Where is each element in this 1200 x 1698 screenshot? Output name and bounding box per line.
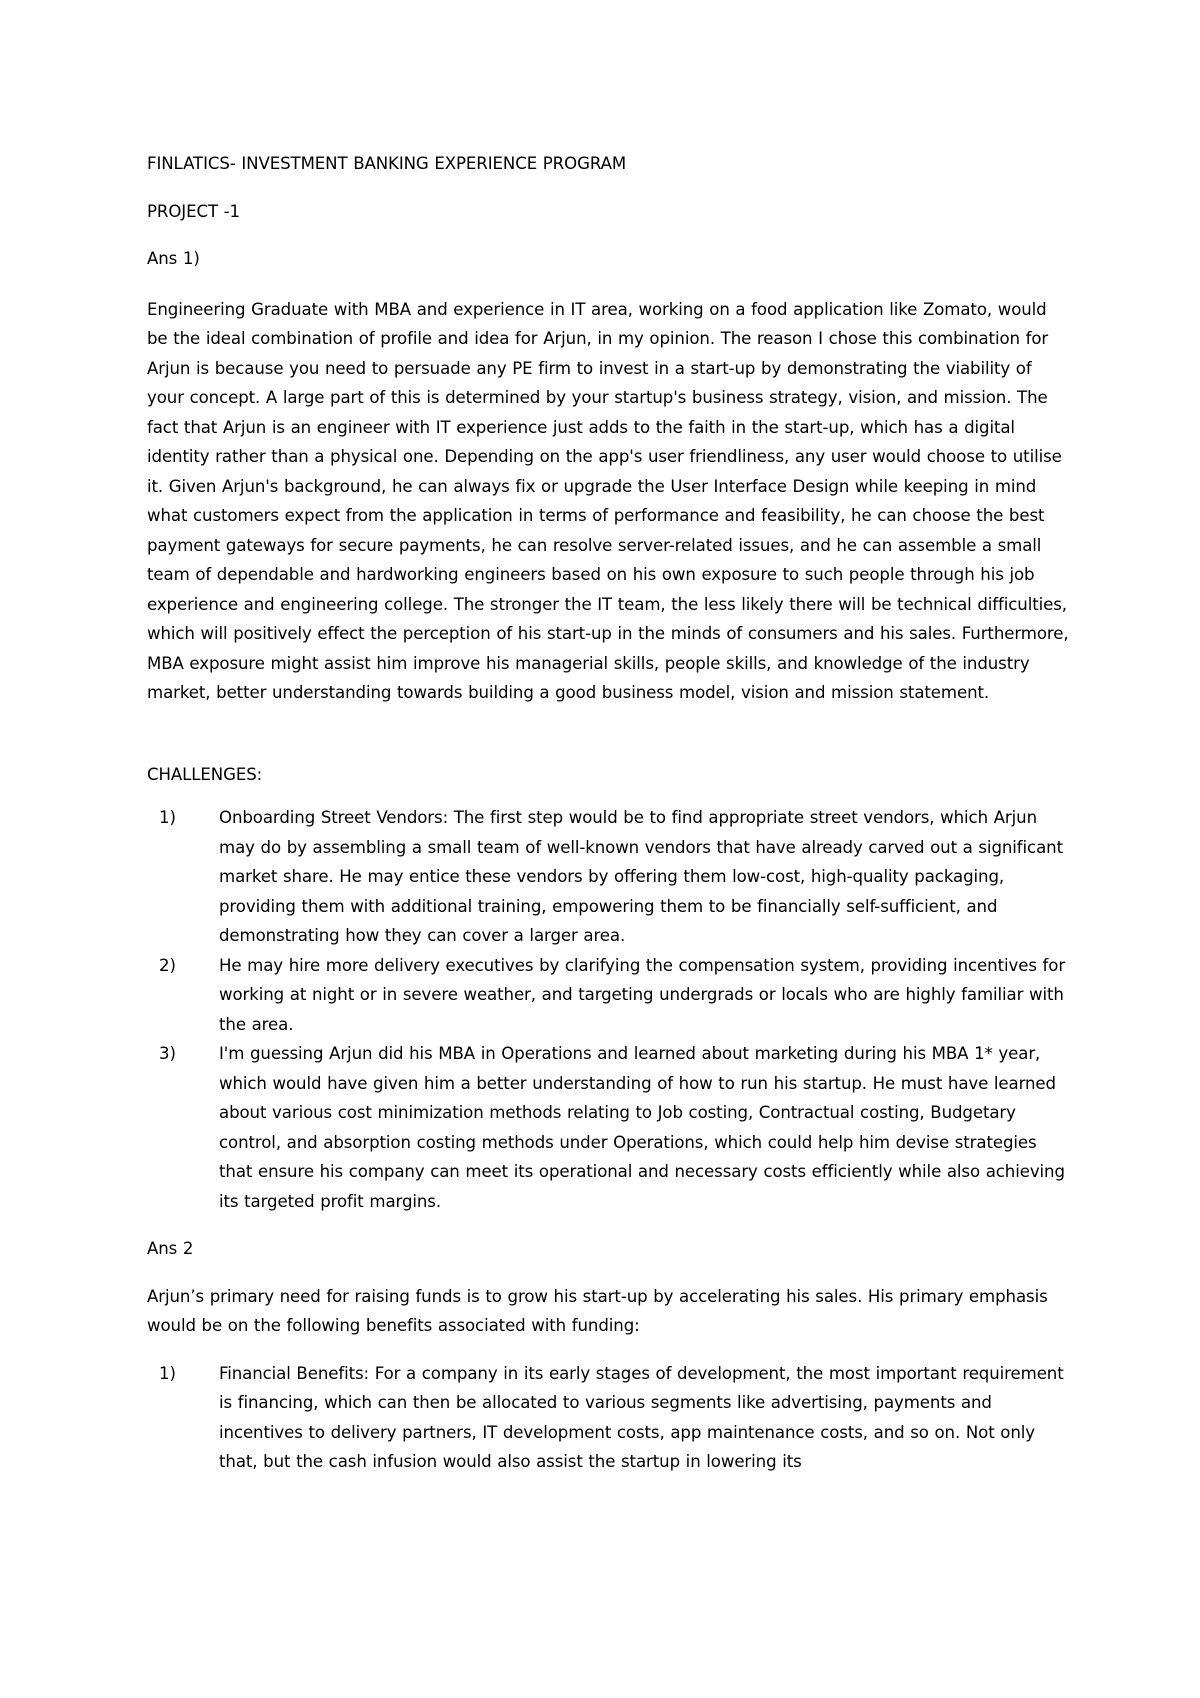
list-item-text: Financial Benefits: For a company in its early stages of development, the most important requirement is financing, which can then be allocated to various segments like advertising, payments and incentives to delivery partners, IT development costs, app maintenance costs, and so on. Not only that, but the cash infusion would also assist the startup in lowering its xyxy=(219,1363,1064,1471)
challenges-list xyxy=(147,803,1070,1216)
answer-2-paragraph: Arjun’s primary need for raising funds is to grow his start-up by accelerating his sales. His primary emphasis would be on the following benefits associated with funding: xyxy=(147,1286,1048,1335)
answer-1-label: Ans 1) xyxy=(147,249,200,268)
list-number: 1) xyxy=(159,1363,176,1383)
list-item xyxy=(147,951,1070,1040)
benefits-list xyxy=(147,1359,1070,1477)
document-title: FINLATICS- INVESTMENT BANKING EXPERIENCE PROGRAM xyxy=(147,154,627,173)
answer-2-label: Ans 2 xyxy=(147,1239,194,1258)
list-item xyxy=(147,1359,1070,1477)
list-number: 3) xyxy=(159,1044,176,1063)
answer-1-paragraph: Engineering Graduate with MBA and experience in IT area, working on a food application like Zomato, would be the ideal combination of profile and idea for Arjun, in my opinion. The reason I chose this combination for Arjun is because you need to persuade any PE firm to invest in a start-up by demonstrating the viability of your concept. A large part of this is determined by your startup's business strategy, vision, and mission. The fact that Arjun is an engineer with IT experience just adds to the faith in the start-up, which has a digital identity rather than a physical one. Depending on the app's user friendliness, any user would choose to utilise it. Given Arjun's background, he can always fix or upgrade the User Interface Design while keeping in mind what customers expect from the application in terms of performance and feasibility, he can choose the best payment gateways for secure payments, he can resolve server-related issues, and he can assemble a small team of dependable and hardworking engineers based on his own exposure to such people through his job experience and engineering college. The stronger the IT team, the less likely there will be technical difficulties, which will positively effect the perception of his start-up in the minds of consumers and his sales. Furthermore, MBA exposure might assist him improve his managerial skills, people skills, and knowledge of the industry market, better understanding towards building a good business model, vision and mission statement. xyxy=(147,299,1069,702)
list-item-text: I'm guessing Arjun did his MBA in Operations and learned about marketing during his MBA 1* year, which would have given him a better understanding of how to run his startup. He must have learned about various cost minimization methods relating to Job costing, Contractual costing, Budgetary control, and absorption costing methods under Operations, which could help him devise strategies that ensure his company can meet its operational and necessary costs efficiently while also achieving its targeted profit margins. xyxy=(219,1044,1065,1211)
list-item-text: He may hire more delivery executives by clarifying the compensation system, providing incentives for working at night or in severe weather, and targeting undergrads or locals who are highly familiar with the area. xyxy=(219,955,1066,1034)
list-item xyxy=(147,1039,1070,1216)
challenges-heading: CHALLENGES: xyxy=(147,764,263,784)
list-item-text: Onboarding Street Vendors: The first step would be to find appropriate street vendors, which Arjun may do by assembling a small team of well-known vendors that have already carved out a significant market share. He may entice these vendors by offering them low-cost, high-quality packaging, providing them with additional training, empowering them to be financially self-sufficient, and demonstrating how they can cover a larger area. xyxy=(219,808,1063,945)
project-label: PROJECT -1 xyxy=(147,201,241,221)
list-item xyxy=(147,803,1070,951)
list-number: 1) xyxy=(159,808,176,827)
list-number: 2) xyxy=(159,955,176,975)
